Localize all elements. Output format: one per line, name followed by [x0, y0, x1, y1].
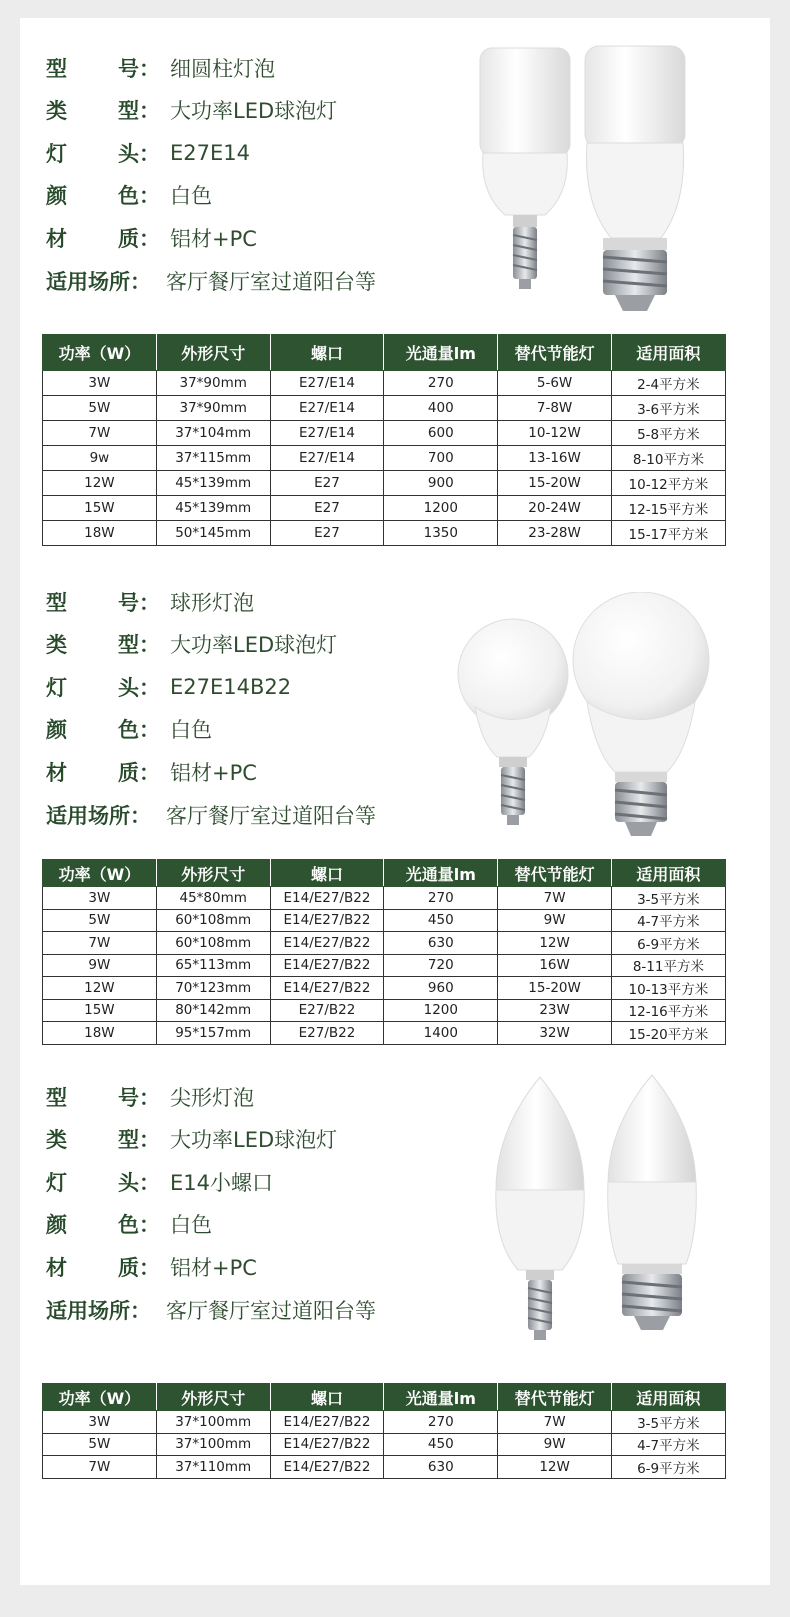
cell-cap: E14/E27/B22 — [270, 1433, 384, 1456]
cell-area: 3-5平方米 — [611, 1411, 725, 1434]
spec-table-candle — [42, 1383, 726, 1479]
cell-cap: E27/E14 — [270, 396, 384, 421]
cell-lumen: 600 — [384, 421, 498, 446]
cell-replace: 13-16W — [498, 446, 612, 471]
header-area: 适用面积 — [611, 335, 725, 371]
spec-model-value: 球形灯泡 — [170, 591, 254, 615]
cell-area: 8-10平方米 — [611, 446, 725, 471]
cell-area: 3-5平方米 — [611, 887, 725, 910]
cell-lumen: 900 — [384, 471, 498, 496]
cell-size: 80*142mm — [156, 999, 270, 1022]
label-color-a: 颜 — [46, 184, 67, 208]
cell-area: 10-12平方米 — [611, 471, 725, 496]
cell-size: 37*104mm — [156, 421, 270, 446]
cell-area: 5-8平方米 — [611, 421, 725, 446]
cell-cap: E27/E14 — [270, 421, 384, 446]
spec-cap-value: E27E14B22 — [170, 675, 292, 699]
label-type-a: 类 — [46, 1128, 67, 1152]
label-material-a: 材 — [46, 761, 67, 785]
cell-replace: 7W — [498, 887, 612, 910]
cell-size: 37*110mm — [156, 1456, 270, 1479]
cell-replace: 5-6W — [498, 371, 612, 396]
label-color-b: 色： — [118, 718, 160, 742]
candle-bulb-image — [490, 1072, 710, 1347]
cell-cap: E14/E27/B22 — [270, 932, 384, 955]
spec-material-value: 铝材+PC — [170, 227, 257, 251]
spec-color — [46, 714, 466, 744]
label-type-a: 类 — [46, 633, 67, 657]
spec-usage — [46, 800, 466, 830]
cell-lumen: 270 — [384, 887, 498, 910]
label-model-b: 号： — [118, 57, 160, 81]
spec-cap — [46, 138, 466, 168]
label-usage: 适用场所： — [46, 804, 151, 828]
spec-type-value: 大功率LED球泡灯 — [170, 99, 338, 123]
header-cap: 螺口 — [270, 335, 384, 371]
cell-lumen: 630 — [384, 932, 498, 955]
label-material-b: 质： — [118, 761, 160, 785]
table-row — [43, 909, 726, 932]
table-header-row — [43, 1384, 726, 1411]
cell-size: 37*100mm — [156, 1433, 270, 1456]
cell-size: 95*157mm — [156, 1022, 270, 1045]
header-power: 功率（W） — [43, 335, 157, 371]
label-model-a: 型 — [46, 57, 67, 81]
cell-lumen: 1400 — [384, 1022, 498, 1045]
cell-power: 3W — [43, 887, 157, 910]
cell-cap: E27/B22 — [270, 1022, 384, 1045]
cell-replace: 9W — [498, 1433, 612, 1456]
label-type-b: 型： — [118, 1128, 160, 1152]
table-row — [43, 887, 726, 910]
table-header-row — [43, 860, 726, 887]
spec-usage-value: 客厅餐厅室过道阳台等 — [166, 1299, 376, 1323]
table-row — [43, 421, 726, 446]
table-row — [43, 1433, 726, 1456]
label-model-a: 型 — [46, 591, 67, 615]
cell-cap: E14/E27/B22 — [270, 887, 384, 910]
spec-cap — [46, 672, 466, 702]
spec-color — [46, 180, 466, 210]
header-lumen: 光通量lm — [384, 335, 498, 371]
cell-size: 65*113mm — [156, 954, 270, 977]
cell-replace: 15-20W — [498, 977, 612, 1000]
cell-lumen: 960 — [384, 977, 498, 1000]
product-detail-card — [20, 18, 770, 1585]
cell-area: 8-11平方米 — [611, 954, 725, 977]
cell-area: 3-6平方米 — [611, 396, 725, 421]
label-cap-b: 头： — [118, 1171, 160, 1195]
spec-color-value: 白色 — [170, 718, 212, 742]
cell-cap: E27/E14 — [270, 371, 384, 396]
cell-power: 18W — [43, 1022, 157, 1045]
spec-color-value: 白色 — [170, 1213, 212, 1237]
label-material-a: 材 — [46, 227, 67, 251]
label-usage: 适用场所： — [46, 270, 151, 294]
cell-cap: E14/E27/B22 — [270, 954, 384, 977]
cell-cap: E14/E27/B22 — [270, 1456, 384, 1479]
cell-lumen: 450 — [384, 909, 498, 932]
spec-type — [46, 1124, 466, 1154]
table-row — [43, 446, 726, 471]
cell-lumen: 450 — [384, 1433, 498, 1456]
cell-lumen: 1350 — [384, 521, 498, 546]
label-usage: 适用场所： — [46, 1299, 151, 1323]
cell-size: 45*139mm — [156, 471, 270, 496]
cell-cap: E27/E14 — [270, 446, 384, 471]
cell-size: 70*123mm — [156, 977, 270, 1000]
cell-lumen: 1200 — [384, 999, 498, 1022]
cell-size: 45*80mm — [156, 887, 270, 910]
label-cap-a: 灯 — [46, 1171, 67, 1195]
label-cap-b: 头： — [118, 676, 160, 700]
header-size: 外形尺寸 — [156, 335, 270, 371]
cell-lumen: 700 — [384, 446, 498, 471]
cell-cap: E27 — [270, 471, 384, 496]
spec-usage — [46, 1295, 466, 1325]
table-row — [43, 496, 726, 521]
cell-area: 2-4平方米 — [611, 371, 725, 396]
cell-size: 37*100mm — [156, 1411, 270, 1434]
cell-size: 60*108mm — [156, 932, 270, 955]
spec-material — [46, 1252, 466, 1282]
cell-cap: E14/E27/B22 — [270, 977, 384, 1000]
label-type-b: 型： — [118, 633, 160, 657]
table-row — [43, 521, 726, 546]
cell-replace: 23-28W — [498, 521, 612, 546]
cell-lumen: 400 — [384, 396, 498, 421]
cell-replace: 7W — [498, 1411, 612, 1434]
label-cap-a: 灯 — [46, 676, 67, 700]
cell-power: 5W — [43, 396, 157, 421]
spec-cap-value: E27E14 — [170, 141, 250, 165]
spec-cap — [46, 1167, 466, 1197]
header-power: 功率（W） — [43, 860, 157, 887]
spec-cap-value: E14小螺口 — [170, 1171, 273, 1195]
label-material-b: 质： — [118, 227, 160, 251]
header-size: 外形尺寸 — [156, 860, 270, 887]
header-size: 外形尺寸 — [156, 1384, 270, 1411]
cell-lumen: 270 — [384, 1411, 498, 1434]
table-row — [43, 1411, 726, 1434]
cell-cap: E14/E27/B22 — [270, 909, 384, 932]
cell-power: 12W — [43, 471, 157, 496]
cell-area: 4-7平方米 — [611, 1433, 725, 1456]
spec-material-value: 铝材+PC — [170, 761, 257, 785]
table-body — [43, 887, 726, 1045]
cell-size: 60*108mm — [156, 909, 270, 932]
cell-lumen: 1200 — [384, 496, 498, 521]
header-lumen: 光通量lm — [384, 1384, 498, 1411]
spec-model-value: 尖形灯泡 — [170, 1086, 254, 1110]
cell-lumen: 720 — [384, 954, 498, 977]
cell-cap: E14/E27/B22 — [270, 1411, 384, 1434]
label-model-a: 型 — [46, 1086, 67, 1110]
cell-size: 37*115mm — [156, 446, 270, 471]
header-area: 适用面积 — [611, 860, 725, 887]
spec-type — [46, 629, 466, 659]
header-replace: 替代节能灯 — [498, 860, 612, 887]
spec-material — [46, 223, 466, 253]
cell-size: 45*139mm — [156, 496, 270, 521]
table-row — [43, 371, 726, 396]
cell-cap: E27/B22 — [270, 999, 384, 1022]
table-row — [43, 977, 726, 1000]
globe-bulb-image — [455, 592, 715, 842]
cell-replace: 15-20W — [498, 471, 612, 496]
spec-type-value: 大功率LED球泡灯 — [170, 633, 338, 657]
label-model-b: 号： — [118, 1086, 160, 1110]
spec-usage-value: 客厅餐厅室过道阳台等 — [166, 270, 376, 294]
table-row — [43, 954, 726, 977]
cell-power: 7W — [43, 932, 157, 955]
header-cap: 螺口 — [270, 1384, 384, 1411]
table-row — [43, 471, 726, 496]
cell-power: 7W — [43, 1456, 157, 1479]
table-body — [43, 1411, 726, 1479]
cell-replace: 16W — [498, 954, 612, 977]
label-color-a: 颜 — [46, 718, 67, 742]
cell-power: 5W — [43, 909, 157, 932]
table-body — [43, 371, 726, 546]
cell-area: 4-7平方米 — [611, 909, 725, 932]
cell-area: 12-15平方米 — [611, 496, 725, 521]
cell-cap: E27 — [270, 496, 384, 521]
table-row — [43, 999, 726, 1022]
header-area: 适用面积 — [611, 1384, 725, 1411]
spec-material — [46, 757, 466, 787]
header-replace: 替代节能灯 — [498, 1384, 612, 1411]
cell-power: 15W — [43, 999, 157, 1022]
cell-replace: 12W — [498, 932, 612, 955]
cell-replace: 20-24W — [498, 496, 612, 521]
spec-usage-value: 客厅餐厅室过道阳台等 — [166, 804, 376, 828]
cell-replace: 12W — [498, 1456, 612, 1479]
cell-power: 18W — [43, 521, 157, 546]
label-material-b: 质： — [118, 1256, 160, 1280]
cell-power: 3W — [43, 371, 157, 396]
spec-usage — [46, 266, 466, 296]
header-lumen: 光通量lm — [384, 860, 498, 887]
label-color-a: 颜 — [46, 1213, 67, 1237]
cell-size: 50*145mm — [156, 521, 270, 546]
label-color-b: 色： — [118, 184, 160, 208]
cell-size: 37*90mm — [156, 396, 270, 421]
cell-area: 12-16平方米 — [611, 999, 725, 1022]
header-replace: 替代节能灯 — [498, 335, 612, 371]
cell-size: 37*90mm — [156, 371, 270, 396]
cell-cap: E27 — [270, 521, 384, 546]
label-cap-a: 灯 — [46, 142, 67, 166]
cell-area: 15-20平方米 — [611, 1022, 725, 1045]
label-type-a: 类 — [46, 99, 67, 123]
table-row — [43, 1022, 726, 1045]
spec-color-value: 白色 — [170, 184, 212, 208]
cell-power: 9w — [43, 446, 157, 471]
label-cap-b: 头： — [118, 142, 160, 166]
spec-table-cylinder — [42, 334, 726, 546]
spec-model-value: 细圆柱灯泡 — [170, 57, 275, 81]
table-row — [43, 1456, 726, 1479]
cell-area: 10-13平方米 — [611, 977, 725, 1000]
label-color-b: 色： — [118, 1213, 160, 1237]
cell-power: 7W — [43, 421, 157, 446]
cell-replace: 32W — [498, 1022, 612, 1045]
cell-power: 9W — [43, 954, 157, 977]
cylinder-bulb-image — [475, 43, 705, 318]
spec-material-value: 铝材+PC — [170, 1256, 257, 1280]
spec-color — [46, 1209, 466, 1239]
table-row — [43, 396, 726, 421]
header-cap: 螺口 — [270, 860, 384, 887]
table-row — [43, 932, 726, 955]
header-power: 功率（W） — [43, 1384, 157, 1411]
cell-area: 15-17平方米 — [611, 521, 725, 546]
spec-table-globe — [42, 859, 726, 1045]
cell-lumen: 630 — [384, 1456, 498, 1479]
spec-model — [46, 53, 466, 83]
spec-type-value: 大功率LED球泡灯 — [170, 1128, 338, 1152]
cell-power: 12W — [43, 977, 157, 1000]
cell-area: 6-9平方米 — [611, 1456, 725, 1479]
table-header-row — [43, 335, 726, 371]
cell-power: 3W — [43, 1411, 157, 1434]
cell-area: 6-9平方米 — [611, 932, 725, 955]
cell-replace: 9W — [498, 909, 612, 932]
cell-lumen: 270 — [384, 371, 498, 396]
label-model-b: 号： — [118, 591, 160, 615]
label-type-b: 型： — [118, 99, 160, 123]
label-material-a: 材 — [46, 1256, 67, 1280]
cell-replace: 10-12W — [498, 421, 612, 446]
cell-power: 5W — [43, 1433, 157, 1456]
spec-model — [46, 1082, 466, 1112]
spec-model — [46, 587, 466, 617]
spec-type — [46, 95, 466, 125]
cell-replace: 23W — [498, 999, 612, 1022]
cell-power: 15W — [43, 496, 157, 521]
cell-replace: 7-8W — [498, 396, 612, 421]
